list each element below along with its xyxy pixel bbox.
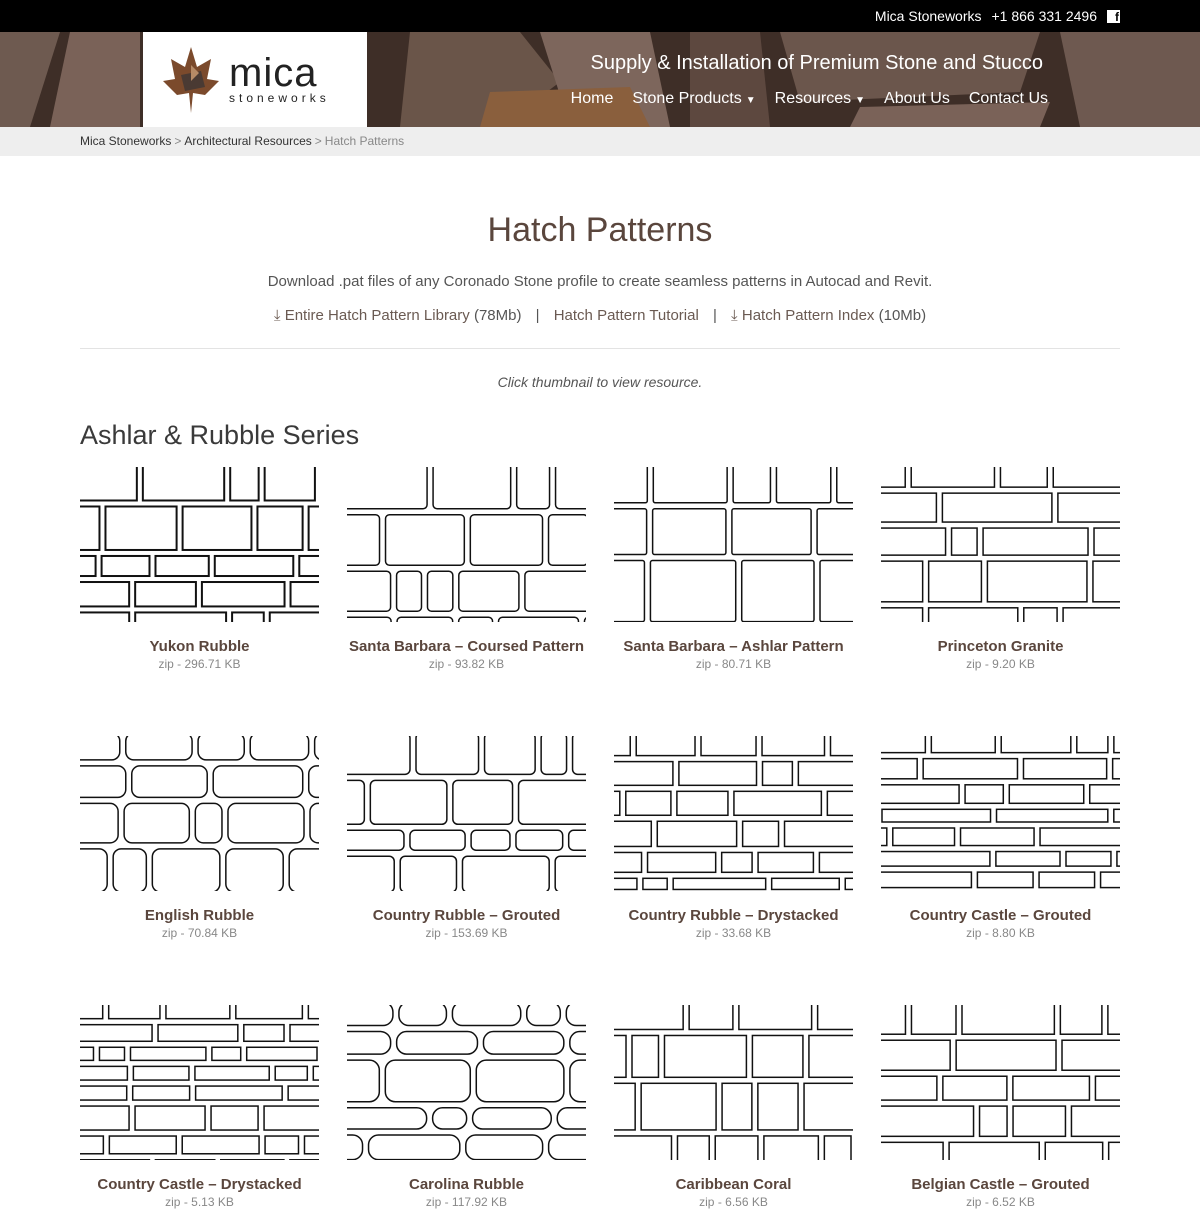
pattern-file-size: zip - 33.68 KB — [614, 926, 853, 940]
pattern-card[interactable] — [881, 1005, 1120, 1209]
pattern-thumbnail[interactable] — [881, 467, 1120, 622]
nav-contact[interactable] — [969, 90, 1048, 108]
site-header — [0, 32, 1200, 127]
nav-label: Home — [571, 90, 614, 107]
pattern-thumbnail[interactable] — [881, 1005, 1120, 1160]
pattern-thumbnail[interactable] — [614, 736, 853, 891]
logo[interactable] — [143, 32, 367, 127]
pattern-file-size: zip - 296.71 KB — [80, 657, 319, 671]
pattern-thumbnail[interactable] — [347, 1005, 586, 1160]
pattern-title[interactable]: Country Castle – Drystacked — [80, 1175, 319, 1194]
logo-subtitle: stoneworks — [229, 91, 330, 105]
top-bar — [0, 0, 1200, 32]
maple-leaf-icon — [161, 45, 221, 115]
nav-label: Contact Us — [969, 90, 1048, 107]
pattern-title[interactable]: Country Rubble – Grouted — [347, 906, 586, 925]
pattern-title[interactable]: English Rubble — [80, 906, 319, 925]
pattern-file-size: zip - 6.52 KB — [881, 1195, 1120, 1209]
tutorial-link[interactable]: Hatch Pattern Tutorial — [554, 307, 699, 324]
company-link[interactable]: Mica Stoneworks — [875, 8, 982, 24]
pattern-title[interactable]: Country Rubble – Drystacked — [614, 906, 853, 925]
pattern-file-size: zip - 9.20 KB — [881, 657, 1120, 671]
pattern-file-size: zip - 80.71 KB — [614, 657, 853, 671]
tagline: Supply & Installation of Premium Stone and Stucco — [591, 52, 1043, 75]
pattern-card[interactable] — [614, 467, 853, 736]
pattern-file-size: zip - 93.82 KB — [347, 657, 586, 671]
nav-label: Resources — [775, 90, 851, 107]
breadcrumb-separator: > — [315, 134, 322, 148]
caret-down-icon: ▼ — [746, 95, 756, 106]
hint-text: Click thumbnail to view resource. — [0, 374, 1200, 390]
caret-down-icon: ▼ — [855, 95, 865, 106]
pattern-card[interactable] — [347, 467, 586, 736]
link-label: Hatch Pattern Index — [742, 307, 875, 324]
pattern-card[interactable] — [80, 1005, 319, 1209]
pattern-title[interactable]: Carolina Rubble — [347, 1175, 586, 1194]
pattern-thumbnail[interactable] — [80, 736, 319, 891]
pattern-card[interactable] — [614, 736, 853, 1005]
pattern-card[interactable] — [614, 1005, 853, 1209]
main-nav — [571, 90, 1048, 108]
nav-label: Stone Products — [632, 90, 741, 107]
pattern-file-size: zip - 153.69 KB — [347, 926, 586, 940]
divider — [80, 348, 1120, 349]
pattern-title[interactable]: Santa Barbara – Coursed Pattern — [347, 637, 586, 656]
breadcrumb-separator: > — [174, 134, 181, 148]
pattern-title[interactable]: Princeton Granite — [881, 637, 1120, 656]
download-icon: ⤓ — [274, 307, 281, 324]
index-size: (10Mb) — [879, 307, 927, 324]
library-size: (78Mb) — [474, 307, 522, 324]
index-download-link[interactable] — [731, 307, 874, 324]
library-download-link[interactable] — [274, 307, 470, 324]
separator: | — [713, 307, 717, 324]
download-icon: ⤓ — [731, 307, 738, 324]
pattern-file-size: zip - 70.84 KB — [80, 926, 319, 940]
pattern-card[interactable] — [80, 467, 319, 736]
pattern-thumbnail[interactable] — [881, 736, 1120, 891]
pattern-file-size: zip - 6.56 KB — [614, 1195, 853, 1209]
page-lead: Download .pat files of any Coronado Stone profile to create seamless patterns in Autocad and Revit. — [0, 273, 1200, 290]
pattern-grid — [80, 467, 1120, 1209]
link-label: Entire Hatch Pattern Library — [285, 307, 470, 324]
nav-label: About Us — [884, 90, 950, 107]
phone-link[interactable]: +1 866 331 2496 — [992, 8, 1098, 24]
pattern-file-size: zip - 117.92 KB — [347, 1195, 586, 1209]
pattern-card[interactable] — [881, 467, 1120, 736]
page-title: Hatch Patterns — [0, 211, 1200, 250]
logo-word: mica — [229, 55, 330, 91]
download-links — [0, 307, 1200, 324]
facebook-icon[interactable]: f — [1107, 10, 1120, 23]
pattern-card[interactable] — [881, 736, 1120, 1005]
pattern-thumbnail[interactable] — [614, 467, 853, 622]
pattern-card[interactable] — [80, 736, 319, 1005]
pattern-file-size: zip - 8.80 KB — [881, 926, 1120, 940]
breadcrumb-resources[interactable]: Architectural Resources — [184, 134, 311, 148]
pattern-title[interactable]: Caribbean Coral — [614, 1175, 853, 1194]
pattern-thumbnail[interactable] — [347, 736, 586, 891]
pattern-title[interactable]: Santa Barbara – Ashlar Pattern — [614, 637, 853, 656]
pattern-thumbnail[interactable] — [80, 467, 319, 622]
pattern-thumbnail[interactable] — [614, 1005, 853, 1160]
pattern-title[interactable]: Yukon Rubble — [80, 637, 319, 656]
breadcrumb — [0, 127, 1200, 156]
pattern-thumbnail[interactable] — [80, 1005, 319, 1160]
breadcrumb-current: Hatch Patterns — [325, 134, 404, 148]
pattern-title[interactable]: Belgian Castle – Grouted — [881, 1175, 1120, 1194]
pattern-card[interactable] — [347, 1005, 586, 1209]
separator: | — [536, 307, 540, 324]
pattern-file-size: zip - 5.13 KB — [80, 1195, 319, 1209]
nav-home[interactable] — [571, 90, 614, 108]
pattern-card[interactable] — [347, 736, 586, 1005]
nav-about[interactable] — [884, 90, 950, 108]
breadcrumb-home[interactable]: Mica Stoneworks — [80, 134, 171, 148]
pattern-thumbnail[interactable] — [347, 467, 586, 622]
nav-stone-products[interactable] — [632, 90, 755, 108]
pattern-title[interactable]: Country Castle – Grouted — [881, 906, 1120, 925]
nav-resources[interactable] — [775, 90, 865, 108]
section-title: Ashlar & Rubble Series — [80, 420, 1120, 451]
